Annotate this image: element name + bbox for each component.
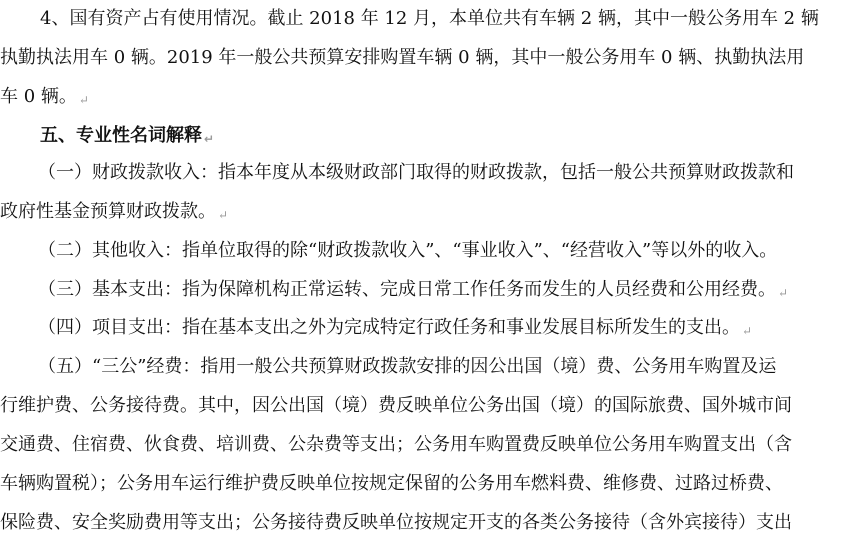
paragraph-mark-icon: ↵ bbox=[204, 132, 215, 146]
text-line: （四）项目支出：指在基本支出之外为完成特定行政任务和事业发展目标所发生的支出。 bbox=[38, 317, 740, 338]
text-line: （五）“三公”经费：指用一般公共预算财政拨款安排的因公出国（境）费、公务用车购置及运 bbox=[38, 356, 777, 377]
paragraph-mark-icon: ↵ bbox=[778, 286, 789, 300]
text-line: 执勤执法用车 0 辆。2019 年一般公共预算安排购置车辆 0 辆，其中一般公务用车 0 辆、执勤执法用 bbox=[0, 47, 805, 68]
text-line: 车辆购置税）；公务用车运行维护费反映单位按规定保留的公务用车燃料费、维修费、过路过桥费、 bbox=[0, 473, 783, 494]
text-line: 交通费、住宿费、伙食费、培训费、公杂费等支出；公务用车购置费反映单位公务用车购置支出（含 bbox=[0, 434, 792, 455]
text-line: 政府性基金预算财政拨款。 bbox=[0, 201, 216, 222]
text-line: 行维护费、公务接待费。其中，因公出国（境）费反映单位公务出国（境）的国际旅费、国外城市间 bbox=[0, 395, 792, 416]
section-heading: 五、专业性名词解释 bbox=[40, 125, 202, 146]
text-line: （二）其他收入：指单位取得的除“财政拨款收入”、“事业收入”、“经营收入”等以外的收入。 bbox=[38, 240, 778, 261]
paragraph-mark-icon: ↵ bbox=[742, 324, 753, 338]
text-line: （三）基本支出：指为保障机构正常运转、完成日常工作任务而发生的人员经费和公用经费。 bbox=[38, 279, 776, 300]
paragraph-mark-icon: ↵ bbox=[218, 208, 229, 222]
text-line: 车 0 辆。 bbox=[0, 86, 77, 107]
text-line: 4、国有资产占有使用情况。截止 2018 年 12 月，本单位共有车辆 2 辆，其中一般公务用车 2 辆 bbox=[40, 8, 819, 29]
paragraph-mark-icon: ↵ bbox=[78, 93, 89, 107]
text-line: 保险费、安全奖励费用等支出；公务接待费反映单位按规定开支的各类公务接待（含外宾接待）支出 bbox=[0, 512, 792, 533]
text-line: （一）财政拨款收入：指本年度从本级财政部门取得的财政拨款，包括一般公共预算财政拨款和 bbox=[38, 162, 794, 183]
